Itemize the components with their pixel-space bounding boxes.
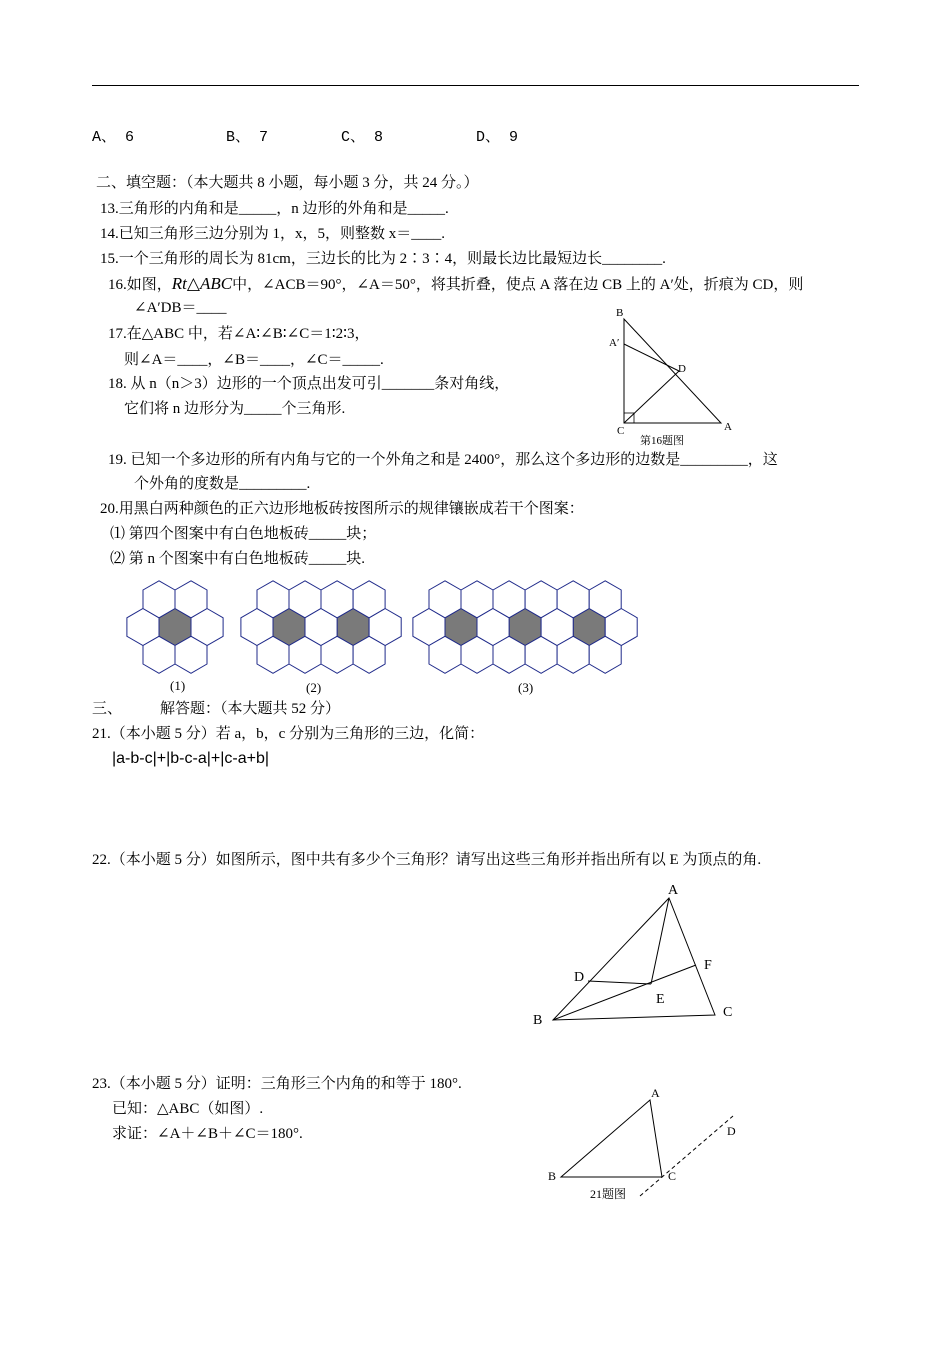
fig16-label-a-prime: A′ [609,337,620,349]
fig23-label-a: A [651,1086,660,1100]
question-17-line-2: 则∠A＝____，∠B＝____，∠C＝_____. [124,352,384,368]
question-19-line-1: 19. 已知一个多边形的所有内角与它的一个外角之和是 2400°，那么这个多边形的边数是_________，这 [108,452,778,468]
fig23-caption: 21题图 [590,1187,627,1201]
fig22-label-b: B [533,1013,543,1028]
question-17-line-1: 17.在△ABC 中，若∠A∶∠B∶∠C＝1∶2∶3， [108,326,370,342]
question-21-expression: |a-b-c|+|b-c-a|+|c-a+b| [112,750,269,767]
hex-pattern-label-3: (3) [518,680,534,695]
option-c: C、 8 [341,129,384,146]
hex-pattern-3 [413,581,637,674]
question-16-body: 中，∠ACB＝90°，∠A＝50°，将其折叠，使点 A 落在边 CB 上的 A′处，折痕为 CD，则 [232,277,804,293]
question-19-line-2: 个外角的度数是_________. [134,476,311,492]
fig16-label-a: A [724,421,732,433]
hex-pattern-1 [127,581,223,674]
section-2-title: 二、填空题：（本大题共 8 小题，每小题 3 分，共 24 分。） [96,175,479,191]
figure-22 [525,878,765,1028]
hex-pattern-2 [241,581,401,674]
question-20-part-2: ⑵ 第 n 个图案中有白色地板砖_____块. [110,551,366,567]
fig16-caption: 第16题图 [640,435,684,447]
question-23-prove: 求证：∠A＋∠B＋∠C＝180°. [112,1126,303,1142]
hex-pattern-label-2: (2) [306,680,322,695]
question-23: 23.（本小题 5 分）证明：三角形三个内角的和等于 180°. [92,1076,462,1092]
question-14: 14.已知三角形三边分别为 1，x，5，则整数 x＝____. [100,226,446,242]
fig22-label-c: C [723,1005,733,1020]
question-16-triangle: Rt△ABC [171,274,233,293]
hex-pattern-label-1: (1) [170,678,186,693]
question-20-part-1: ⑴ 第四个图案中有白色地板砖_____块； [110,526,377,542]
fig16-label-b: B [616,307,624,319]
question-15: 15.一个三角形的周长为 81cm，三边长的比为 2∶3∶4，则最长边比最短边长________. [100,251,666,267]
fig16-label-d: D [678,363,686,375]
question-18-line-1: 18. 从 n（n＞3）边形的一个顶点出发可引_______条对角线， [108,376,510,392]
question-22: 22.（本小题 5 分）如图所示，图中共有多少个三角形？请写出这些三角形并指出所有以 E 为顶点的角. [92,852,762,868]
fig23-label-d: D [727,1124,736,1138]
option-b: B、 7 [226,129,269,146]
figure-23 [540,1080,760,1205]
fig22-label-f: F [704,958,712,973]
fig22-label-e: E [656,992,665,1007]
question-13: 13.三角形的内角和是_____，n 边形的外角和是_____. [100,201,449,217]
fig23-label-b: B [548,1169,557,1183]
section-3-number: 三、 [92,701,123,717]
section-3-title: 解答题：（本大题共 52 分） [160,701,341,717]
fig16-label-c: C [617,425,625,437]
fig23-label-c: C [668,1169,677,1183]
option-d: D、 9 [476,129,519,146]
option-a: A、 6 [92,129,135,146]
question-23-given: 已知：△ABC（如图）. [112,1101,264,1117]
question-21: 21.（本小题 5 分）若 a，b，c 分别为三角形的三边，化简： [92,726,485,742]
fig22-label-d: D [574,970,585,985]
question-18-line-2: 它们将 n 边形分为_____个三角形. [124,401,346,417]
question-20: 20.用黑白两种颜色的正六边形地板砖按图所示的规律镶嵌成若干个图案： [100,501,584,517]
question-16-answer: ∠A′DB＝____ [134,300,227,316]
fig22-label-a: A [668,883,679,898]
question-16-prefix: 16.如图， [108,277,172,293]
